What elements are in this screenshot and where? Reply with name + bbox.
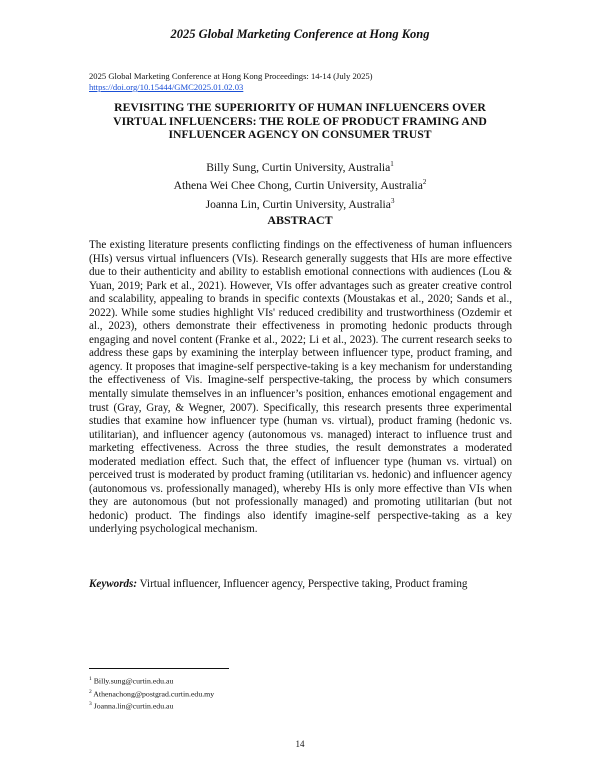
footnote-item: [89, 674, 214, 687]
page-number: 14: [295, 739, 305, 749]
footnote-marker: 1: [390, 160, 394, 168]
proceedings-info: [89, 71, 373, 93]
keywords-label: Keywords:: [89, 578, 138, 590]
abstract-body: [89, 239, 512, 537]
author-name: Athena Wei Chee Chong, Curtin University, Australia: [173, 179, 423, 193]
author-name: Billy Sung, Curtin University, Australia: [206, 160, 391, 174]
footnote-number: 2: [89, 688, 92, 695]
footnote-number: 1: [89, 676, 92, 682]
footnote-divider: [89, 668, 229, 669]
footnote-email: Billy.sung@curtin.edu.au: [93, 676, 174, 686]
abstract-heading: ABSTRACT: [267, 213, 333, 227]
proceedings-citation: 2025 Global Marketing Conference at Hong Kong Proceedings: 14-14 (July 2025): [89, 71, 373, 81]
footnote-item: [89, 687, 214, 700]
author-line: [0, 194, 600, 212]
paper-title: REVISITING THE SUPERIORITY OF HUMAN INFLUENCERS OVER VIRTUAL INFLUENCERS: THE ROLE OF PRODUCT FRAMING AND INFLUENCER AGENCY ON CONSUMER TRUST: [113, 101, 487, 142]
footnote-item: [89, 699, 214, 712]
author-line: [0, 175, 600, 193]
abstract-paragraph: The existing literature presents conflicting findings on the effectiveness of human influencers (HIs) versus virtual influencers (VIs). Research generally suggests that HIs are more effective due to their authenticity and ability to establish emotional connections with audiences (Lou & Yuan, 2019; Park et al., 2021). However, VIs offer advantages such as greater creative control and scalability, appealing to brands in specific contexts (Moustakas et al., 2020; Sands et al., 2022). While some studies highlight VIs' reduced credibility and trustworthiness (Ozdemir et al., 2023), others demonstrate their effectiveness in promoting hedonic products through engaging and novel content (Franke et al., 2022; Li et al., 2023). The current research seeks to address these gaps by examining the interplay between influencer type, product framing, and agency. It proposes that imagine-self perspective-taking is a key mechanism for understanding the effectiveness of Vis. Imagine-self perspective-taking, the process by which consumers mentally simulate themselves in an influencer’s position, enhances emotional engagement and trust (Gray, Gray, & Wegner, 2007). Specifically, this research presents three experimental studies that examine how influencer type (human vs. virtual), product framing (hedonic vs. utilitarian), and influencer agency (autonomous vs. managed) interact to influence trust and marketing effectiveness. Across the three studies, the result demonstrates a moderated moderated mediation effect. Such that, the effect of influencer type (human vs. virtual) on perceived trust is moderated by product framing (utilitarian vs. hedonic) and influencer agency (autonomous vs. professionally managed), whereby HIs is only more effective than VIs when they are autonomous (but not professionally managed) and promoting utilitarian (but not hedonic) product. The findings also identify imagine-self perspective-taking as a key underlying psychological mechanism.: [89, 239, 512, 536]
footnote-email: Joanna.lin@curtin.edu.au: [93, 701, 174, 711]
running-head: 2025 Global Marketing Conference at Hong Kong: [170, 27, 430, 41]
footnote-number: 3: [89, 701, 92, 708]
footnotes: [89, 674, 214, 712]
doi-link[interactable]: https://doi.org/10.15444/GMC2025.01.02.03: [89, 82, 244, 92]
footnote-marker: 3: [390, 196, 395, 205]
footnote-marker: 2: [422, 178, 427, 187]
footnote-email: Athenachong@postgrad.curtin.edu.my: [93, 689, 215, 699]
author-line: [0, 157, 600, 175]
author-list: [0, 157, 600, 212]
keywords-line: [89, 578, 512, 590]
keywords-text: Virtual influencer, Influencer agency, Perspective taking, Product framing: [139, 578, 468, 590]
author-name: Joanna Lin, Curtin University, Australia: [205, 197, 391, 211]
